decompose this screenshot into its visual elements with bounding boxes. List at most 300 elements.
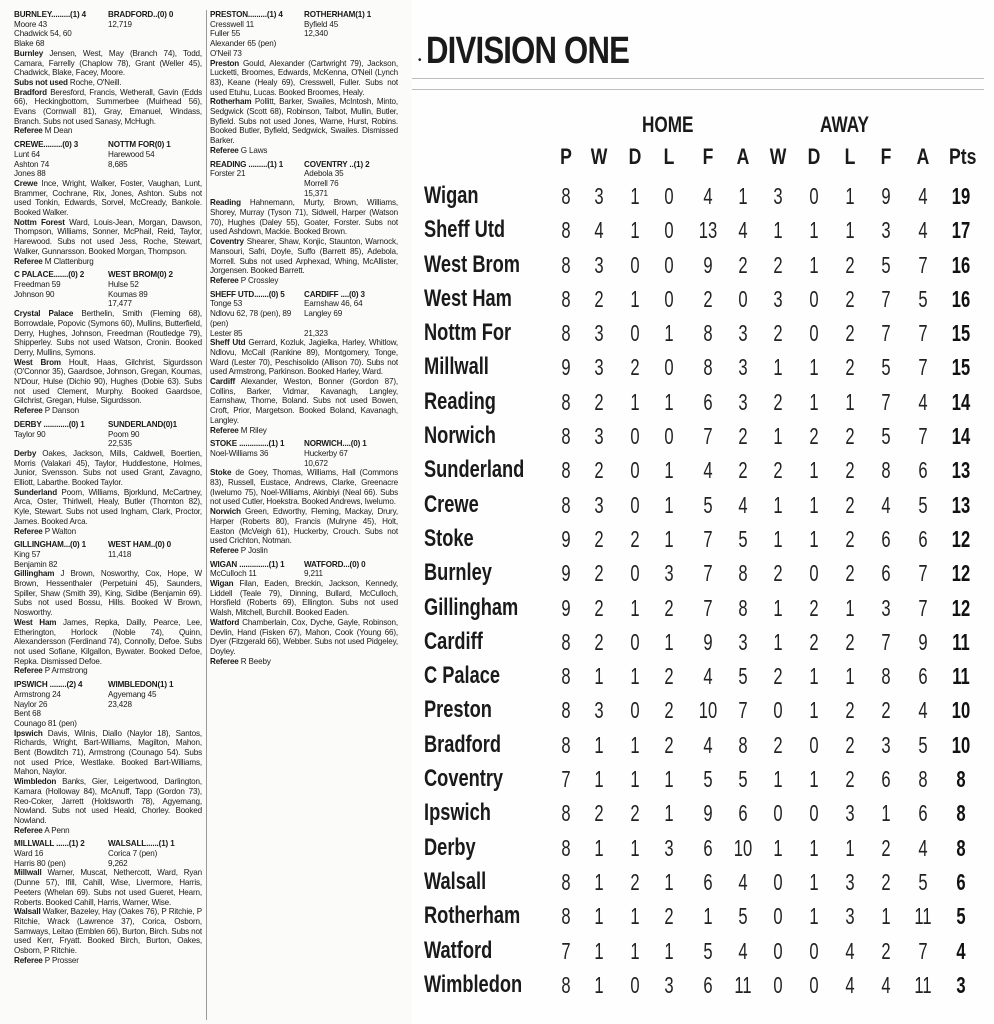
lineup-paragraph (14, 309, 202, 358)
stat-cell: 0 (809, 731, 819, 758)
stat-cell: 2 (594, 628, 604, 655)
home-scorer (210, 459, 304, 469)
points-cell: 16 (951, 285, 971, 312)
stat-cell: 0 (773, 868, 783, 895)
stat-cell: 1 (664, 388, 674, 415)
stat-cell: 1 (630, 937, 640, 964)
stat-cell: 8 (561, 731, 571, 758)
points-cell: 3 (956, 971, 966, 998)
stat-cell: 1 (664, 766, 674, 793)
stat-cell: 5 (918, 868, 928, 895)
stat-cell: 4 (703, 457, 713, 484)
stat-cell: 2 (773, 320, 783, 347)
away-team-score: NOTTM FOR(0) 1 (108, 140, 171, 150)
stat-cell: 4 (918, 217, 928, 244)
stat-cell: 1 (630, 834, 640, 861)
stat-cell: 2 (845, 320, 855, 347)
stat-cell: 2 (845, 251, 855, 278)
team-name: Millwall (424, 353, 489, 381)
away-scorer: Adebola 35 (304, 169, 344, 179)
stat-cell: 3 (594, 183, 604, 209)
stat-cell: 8 (561, 800, 571, 827)
stat-cell: 2 (845, 731, 855, 758)
stat-cell: 2 (594, 594, 604, 621)
stat-cell: 1 (809, 868, 819, 895)
home-team-score: GILLINGHAM...(0) 1 (14, 540, 86, 550)
lineup-paragraph (210, 59, 398, 98)
home-scorer: Harris 80 (pen) (14, 858, 66, 868)
away-team-score: WIMBLEDON(1) 1 (108, 680, 174, 690)
home-scorer: Lunt 64 (14, 149, 40, 159)
stat-cell: 2 (773, 731, 783, 758)
home-scorer: Bent 68 (14, 709, 41, 719)
points-cell: 8 (956, 766, 966, 793)
stat-cell: 0 (773, 697, 783, 724)
stat-cell: 5 (918, 731, 928, 758)
stat-cell: 8 (561, 868, 571, 895)
home-team-score: CREWE.........(0) 3 (14, 140, 79, 150)
scoreline (210, 10, 398, 59)
lineup-text: Banks, Gier, Leigertwood, Darlington, Kamara (Holloway 84), McAnuff, Tapp (Gordon 73), Reo-Coker, Jarrett (Holdsworth 78), Agyemang, Nowland. Subs not used Heald, Chorley. Booked Nowland. (14, 777, 202, 825)
stat-cell: 4 (918, 183, 928, 209)
lineup-text: Alexander, Weston, Bonner (Gordon 87), Collins, Barker, Vidmar, Kavanagh, Langley, Earnshaw, Thorne, Boland. Subs not used Bowen, Croft, Prior, Margetson. Booked Boland, Kavanagh, Langley. (210, 377, 398, 425)
team-name: Walsall (424, 867, 487, 895)
lineup-text: Gerrard, Kozluk, Jagielka, Harley, Whitlow, Ndlovu, McCall (Rankine 89), Montgomery, Tonge, Ward (Lester 70), Peschisolido (Allison 70). Subs not used Armstrong, Parkinson. Booked Harley, Ward. (210, 338, 398, 377)
lineup-text: Hoult, Haas, Gilchrist, Sigurdsson (O'Connor 35), Gaardsoe, Johnson, Gregan, Koumas, N'Dour, Hulse (Dichio 90), Hughes (Dobie 63). Subs not used Clement, Murphy. Booked Gaardsoe, Gilchrist, Gregan, Hulse, Sigurdsson. (14, 357, 202, 406)
away-scorer: 9,262 (108, 858, 128, 868)
stat-cell: 1 (594, 766, 604, 793)
stat-cell: 5 (881, 251, 891, 278)
away-scorer: 10,672 (304, 458, 328, 468)
team-name: Preston (424, 696, 492, 724)
stat-cell: 8 (703, 354, 713, 381)
stat-cell: 0 (664, 285, 674, 312)
league-table (412, 0, 994, 1024)
stat-cell: 8 (561, 251, 571, 278)
stat-cell: 8 (561, 971, 571, 998)
table-title: DIVISION ONE (426, 30, 630, 72)
stat-cell: 2 (773, 251, 783, 278)
lineup-paragraph (14, 218, 202, 257)
referee-label: Referee (14, 666, 43, 676)
away-scorer: Agyemang 45 (108, 689, 157, 699)
lineup-paragraph (14, 358, 202, 407)
lineup-team: Walsall (14, 907, 41, 917)
lineup-text: Oakes, Jackson, Mills, Caldwell, Boertien, Morris (Valakari 45), Taylor, Huddlestone, Holmes, Junior, Svensson. Subs not used Grant, Zavagno, Elliott, Labarthe. Booked Taylor. (14, 448, 202, 488)
stat-cell: 8 (561, 183, 571, 209)
stat-cell: 2 (664, 663, 674, 690)
lineup-text: Beresford, Francis, Wetherall, Gavin (Edds 66), Heckingbottom, Summerbee (Muirhead 56), Evans (Cornwall 81), Gray, Emanuel, Windass, Branch. Subs not used Sanasy, McHugh. (14, 87, 202, 126)
stat-cell: 1 (809, 457, 819, 484)
stat-cell: 2 (630, 800, 640, 827)
stat-cell: 4 (845, 971, 855, 998)
stat-cell: 1 (630, 183, 640, 209)
points-cell: 11 (952, 663, 970, 690)
lineup-team: Millwall (14, 868, 42, 878)
home-scorer: Forster 21 (210, 169, 246, 179)
table-row (412, 662, 994, 696)
team-name: Nottm For (424, 319, 512, 347)
stat-cell: 1 (809, 903, 819, 930)
stat-cell: 3 (664, 834, 674, 861)
scoreline (210, 160, 398, 199)
home-scorer: Fuller 55 (210, 29, 241, 39)
stat-cell: 7 (738, 697, 748, 724)
away-scorer: 15,371 (304, 188, 328, 198)
lineup-paragraph (14, 49, 202, 78)
table-row (412, 628, 994, 662)
lineup-paragraph (14, 618, 202, 667)
stat-cell: 2 (845, 457, 855, 484)
referee-name: M Riley (240, 425, 267, 435)
stat-cell: 1 (809, 251, 819, 278)
team-name: Derby (424, 833, 476, 861)
stat-cell: 1 (594, 731, 604, 758)
stat-cell: 0 (809, 560, 819, 587)
away-scorer: Earnshaw 46, 64 (304, 299, 363, 309)
stat-cell: 2 (845, 354, 855, 381)
referee-line (14, 257, 202, 267)
stat-cell: 8 (561, 423, 571, 450)
stat-cell: 8 (561, 628, 571, 655)
team-name: Wimbledon (424, 970, 523, 998)
stat-cell: 0 (630, 423, 640, 450)
stat-cell: 8 (561, 697, 571, 724)
stat-cell: 2 (881, 937, 891, 964)
lineup-paragraph (210, 377, 398, 426)
stat-cell: 6 (738, 800, 748, 827)
column-header: D (807, 144, 821, 169)
referee-label: Referee (210, 545, 239, 555)
referee-name: P Joslin (240, 545, 268, 555)
stat-cell: 0 (809, 320, 819, 347)
scoreline (14, 420, 202, 449)
stat-cell: 2 (773, 663, 783, 690)
stat-cell: 7 (881, 628, 891, 655)
referee-line (14, 956, 202, 966)
away-scorer: Harewood 54 (108, 149, 155, 159)
stat-cell: 4 (703, 183, 713, 209)
stat-cell: 1 (845, 183, 855, 209)
away-group-label: AWAY (820, 112, 869, 137)
home-scorer: O'Neil 73 (210, 48, 242, 58)
lineup-team: Norwich (210, 507, 241, 517)
stat-cell: 3 (738, 320, 748, 347)
stat-cell: 6 (881, 525, 891, 552)
stat-cell: 2 (881, 868, 891, 895)
home-scorer: Lester 85 (210, 328, 243, 338)
stat-cell: 1 (773, 491, 783, 518)
stat-cell: 1 (594, 937, 604, 964)
column-header: F (880, 144, 892, 169)
stat-cell: 3 (881, 217, 891, 244)
column-header: A (916, 144, 930, 169)
referee-line (14, 666, 202, 676)
team-name: Sheff Utd (424, 216, 506, 244)
home-scorer: Freedman 59 (14, 279, 61, 289)
title-bullet: • (418, 55, 422, 66)
match-report (14, 10, 202, 136)
points-cell: 11 (952, 628, 970, 655)
stat-cell: 0 (630, 697, 640, 724)
stat-cell: 3 (594, 697, 604, 724)
stat-cell: 1 (594, 971, 604, 998)
points-cell: 13 (951, 457, 971, 484)
lineup-team: Cardiff (210, 377, 236, 387)
stat-cell: 7 (881, 285, 891, 312)
stat-cell: 1 (845, 388, 855, 415)
lineup-team: Wimbledon (14, 777, 57, 787)
stat-cell: 7 (918, 251, 928, 278)
lineup-paragraph (14, 78, 202, 88)
stat-cell: 2 (845, 697, 855, 724)
team-name: West Brom (424, 250, 520, 278)
table-row (412, 353, 994, 387)
stat-cell: 0 (664, 217, 674, 244)
lineup-paragraph (14, 449, 202, 488)
stat-cell: 1 (881, 903, 891, 930)
stat-cell: 4 (881, 971, 891, 998)
lineup-paragraph (14, 868, 202, 907)
stat-cell: 1 (664, 457, 674, 484)
column-header: Pts (949, 144, 977, 169)
match-reports (14, 10, 398, 1020)
points-cell: 12 (951, 525, 971, 552)
team-name: Bradford (424, 730, 502, 758)
referee-name: P Walton (44, 526, 76, 536)
lineup-team: Subs not used (14, 77, 68, 87)
team-name: Cardiff (424, 627, 483, 655)
stat-cell: 1 (630, 594, 640, 621)
lineup-text: Hahnemann, Murty, Brown, Williams, Shorey, Murray (Tyson 71), Sidwell, Harper (Watson 70), Hughes (Daley 55), Goater, Forster. Subs not used Ashdown, Mackie. Booked Brown. (210, 198, 398, 237)
stat-cell: 9 (561, 525, 571, 552)
stat-cell: 7 (881, 388, 891, 415)
match-report (210, 560, 398, 667)
match-report (210, 160, 398, 286)
stat-cell: 8 (738, 594, 748, 621)
stat-cell: 7 (918, 594, 928, 621)
scoreline (14, 10, 202, 49)
lineup-paragraph (14, 729, 202, 778)
stat-cell: 0 (630, 628, 640, 655)
stat-cell: 8 (561, 217, 571, 244)
stat-cell: 1 (630, 663, 640, 690)
stat-cell: 2 (845, 525, 855, 552)
stat-cell: 2 (664, 697, 674, 724)
away-scorer: Corica 7 (pen) (108, 849, 158, 859)
stat-cell: 1 (773, 766, 783, 793)
referee-label: Referee (14, 825, 43, 835)
stat-cell: 1 (594, 868, 604, 895)
stat-cell: 2 (594, 388, 604, 415)
scoreline (210, 439, 398, 468)
lineup-team: Crewe (14, 178, 38, 188)
lineup-team: Rotherham (210, 97, 252, 107)
stat-cell: 0 (809, 285, 819, 312)
stat-cell: 8 (561, 491, 571, 518)
home-scorer: Alexander 65 (pen) (210, 39, 277, 49)
stat-cell: 8 (561, 457, 571, 484)
lineup-paragraph (210, 579, 398, 618)
stat-cell: 1 (594, 903, 604, 930)
lineup-text: Green, Edworthy, Fleming, Mackay, Drury, Harper (Roberts 80), Francis (Mulryne 45), Holt, Easton (McVeigh 61), Huckerby, Crouch. Subs not used Crichton, Notman. (210, 507, 398, 546)
scoreline (14, 839, 202, 868)
scoreline (14, 680, 202, 729)
stat-cell: 1 (664, 320, 674, 347)
points-cell: 4 (956, 937, 966, 964)
scoreline (14, 270, 202, 309)
stat-cell: 1 (630, 731, 640, 758)
stat-cell: 8 (561, 663, 571, 690)
stat-cell: 8 (703, 320, 713, 347)
away-team-score: WEST BROM(0) 2 (108, 270, 173, 280)
home-team-score: C PALACE.......(0) 2 (14, 270, 85, 280)
table-row (412, 902, 994, 936)
table-row (412, 765, 994, 799)
match-report (14, 839, 202, 965)
stat-cell: 1 (664, 800, 674, 827)
stat-cell: 5 (881, 423, 891, 450)
stat-cell: 3 (594, 423, 604, 450)
team-name: C Palace (424, 662, 501, 690)
stat-cell: 4 (703, 663, 713, 690)
stat-cell: 2 (845, 491, 855, 518)
stat-cell: 8 (738, 560, 748, 587)
stat-cell: 8 (561, 834, 571, 861)
home-group-label: HOME (642, 112, 694, 137)
stat-cell: 5 (703, 491, 713, 518)
stat-cell: 0 (630, 491, 640, 518)
home-scorer: Cresswell 11 (210, 19, 254, 29)
stat-cell: 1 (845, 594, 855, 621)
lineup-paragraph (210, 237, 398, 276)
match-report (210, 10, 398, 156)
away-team-score: WATFORD...(0) 0 (304, 559, 366, 569)
lineup-paragraph (210, 507, 398, 546)
column-header: W (769, 144, 787, 169)
table-row (412, 456, 994, 490)
match-report (14, 680, 202, 835)
stat-cell: 5 (738, 663, 748, 690)
team-name: Rotherham (424, 902, 521, 930)
away-scorer: Morrell 76 (304, 178, 339, 188)
stat-cell: 2 (630, 354, 640, 381)
team-name: Stoke (424, 524, 474, 552)
stat-cell: 3 (594, 251, 604, 278)
stat-cell: 1 (773, 525, 783, 552)
referee-line (210, 146, 398, 156)
lineup-text: James, Repka, Dailly, Pearce, Lee, Etherington, Horlock (Noble 74), Quinn, Alexandersson (Ferdinand 74), Connolly, Defoe. Subs not used Sofiane, Kilgallon, Bywater. Booked Defoe, Repka. Dismissed Defoe. (14, 617, 202, 666)
stat-cell: 2 (809, 594, 819, 621)
home-scorer (14, 299, 108, 309)
stat-cell: 7 (918, 354, 928, 381)
home-scorer: Counago 81 (pen) (14, 718, 77, 728)
points-cell: 6 (956, 868, 966, 895)
stat-cell: 1 (664, 868, 674, 895)
stat-cell: 13 (698, 217, 718, 244)
stat-cell: 2 (773, 388, 783, 415)
points-cell: 16 (951, 251, 971, 278)
lineup-team: West Brom (14, 357, 61, 367)
stat-cell: 7 (881, 320, 891, 347)
stat-cell: 1 (594, 663, 604, 690)
away-scorer: 11,418 (108, 549, 132, 559)
lineup-paragraph (14, 777, 202, 826)
lineup-team: Preston (210, 58, 240, 68)
stat-cell: 2 (664, 731, 674, 758)
stat-cell: 9 (561, 594, 571, 621)
home-scorer: Blake 68 (14, 39, 45, 49)
stat-cell: 2 (630, 868, 640, 895)
away-scorer (304, 39, 398, 49)
away-scorer (304, 49, 398, 59)
stat-cell: 9 (918, 628, 928, 655)
lineup-paragraph (14, 569, 202, 618)
lineup-team: Gillingham (14, 569, 55, 579)
stat-cell: 2 (809, 423, 819, 450)
table-rows (412, 182, 994, 1005)
stat-cell: 3 (881, 594, 891, 621)
referee-label: Referee (14, 955, 43, 965)
stat-cell: 1 (738, 183, 748, 209)
lineup-paragraph (210, 468, 398, 507)
points-cell: 8 (956, 800, 966, 827)
stat-cell: 2 (738, 423, 748, 450)
team-name: Crewe (424, 490, 479, 518)
stat-cell: 1 (664, 525, 674, 552)
stat-cell: 1 (773, 423, 783, 450)
team-name: Coventry (424, 765, 504, 793)
referee-line (14, 826, 202, 836)
lineup-team: Ipswich (14, 728, 43, 738)
referee-name: P Prosser (44, 955, 79, 965)
stat-cell: 1 (773, 594, 783, 621)
stat-cell: 1 (630, 285, 640, 312)
away-scorer: 21,323 (304, 328, 328, 338)
stat-cell: 0 (773, 971, 783, 998)
home-scorer: Benjamin 82 (14, 559, 58, 569)
match-report (14, 540, 202, 676)
stat-cell: 1 (809, 354, 819, 381)
away-team-score: CARDIFF ....(0) 3 (304, 289, 365, 299)
stat-cell: 1 (809, 388, 819, 415)
column-header: P (560, 144, 572, 169)
stat-cell: 2 (703, 285, 713, 312)
stat-cell: 0 (773, 800, 783, 827)
points-cell: 17 (951, 217, 971, 244)
referee-label: Referee (14, 256, 43, 266)
lineup-team: Stoke (210, 468, 232, 478)
lineup-text: de Goey, Thomas, Williams, Hall (Commons 83), Russell, Eustace, Andrews, Clarke, Greenacre (Iwelumo 75), Noel-Williams, Akinbiyi (Neal 66). Subs not used Cutler, Hoekstra. Booked Andrews, Iwelumo. (210, 468, 398, 507)
lineup-team: Sunderland (14, 487, 58, 497)
stat-cell: 0 (738, 285, 748, 312)
stat-cell: 5 (918, 285, 928, 312)
table-row (412, 422, 994, 456)
home-scorer: King 57 (14, 549, 41, 559)
stat-cell: 2 (773, 457, 783, 484)
away-scorer: 17,477 (108, 299, 132, 309)
table-row (412, 868, 994, 902)
stat-cell: 9 (881, 183, 891, 209)
home-team-score: MILLWALL ......(1) 2 (14, 839, 85, 849)
away-scorer (108, 719, 202, 729)
stat-cell: 3 (664, 971, 674, 998)
stat-cell: 2 (594, 560, 604, 587)
stat-cell: 4 (594, 217, 604, 244)
home-team-score: SHEFF UTD.......(0) 5 (210, 289, 285, 299)
home-scorer: Jones 88 (14, 169, 46, 179)
stat-cell: 9 (703, 628, 713, 655)
